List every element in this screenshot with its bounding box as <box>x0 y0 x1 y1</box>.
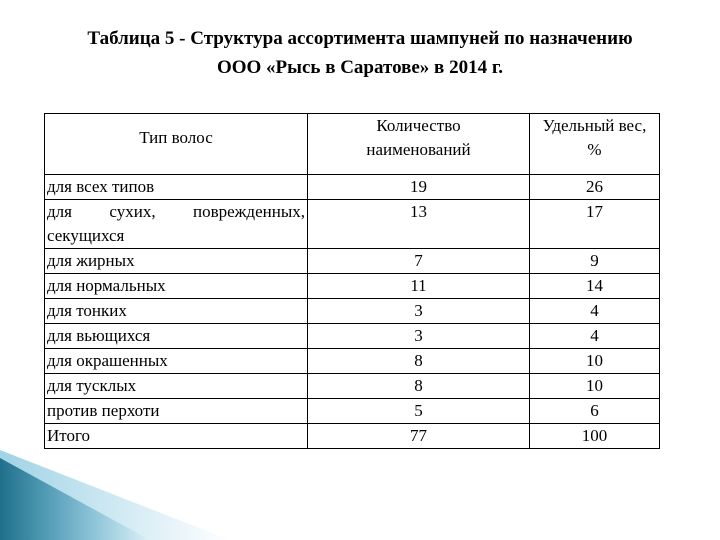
header-count-line-1: Количество <box>376 116 461 135</box>
cell-hair-type <box>45 424 308 449</box>
cell-hair-type-line: для тонких <box>47 301 127 320</box>
cell-share: 6 <box>530 399 660 424</box>
cell-hair-type-line: Итого <box>47 426 91 445</box>
cell-share: 10 <box>530 374 660 399</box>
cell-count: 8 <box>308 374 530 399</box>
header-row <box>45 114 660 175</box>
cell-count: 5 <box>308 399 530 424</box>
cell-share: 4 <box>530 299 660 324</box>
cell-hair-type <box>45 399 308 424</box>
title-line-1: Таблица 5 - Структура ассортимента шампуней по назначению <box>87 28 633 49</box>
table-row <box>45 175 660 200</box>
cell-hair-type-line: для вьющихся <box>47 326 151 345</box>
cell-share: 14 <box>530 274 660 299</box>
table-row <box>45 274 660 299</box>
cell-share: 9 <box>530 249 660 274</box>
table-row <box>45 299 660 324</box>
page-title <box>0 24 720 82</box>
cell-count: 13 <box>308 200 530 249</box>
cell-hair-type <box>45 249 308 274</box>
cell-share: 4 <box>530 324 660 349</box>
table-row <box>45 249 660 274</box>
cell-hair-type <box>45 324 308 349</box>
header-type-label: Тип волос <box>139 128 213 147</box>
cell-count: 19 <box>308 175 530 200</box>
cell-count: 77 <box>308 424 530 449</box>
cell-count: 11 <box>308 274 530 299</box>
header-share-line-2: % <box>587 140 602 159</box>
cell-share: 17 <box>530 200 660 249</box>
cell-share: 26 <box>530 175 660 200</box>
cell-count: 3 <box>308 299 530 324</box>
table-row <box>45 324 660 349</box>
cell-hair-type-line: для окрашенных <box>47 351 168 370</box>
header-type <box>45 114 308 175</box>
cell-count: 7 <box>308 249 530 274</box>
decorative-corner-stripes <box>0 450 720 540</box>
header-count <box>308 114 530 175</box>
cell-hair-type-line: для жирных <box>47 251 135 270</box>
cell-hair-type-line: секущихся <box>47 226 125 245</box>
cell-share: 100 <box>530 424 660 449</box>
header-count-line-2: наименований <box>366 140 471 159</box>
decor-stripe-dark <box>0 458 150 540</box>
cell-hair-type-line: для нормальных <box>47 276 166 295</box>
cell-hair-type-line: для сухих, поврежденных, <box>47 202 305 221</box>
cell-hair-type <box>45 349 308 374</box>
cell-hair-type <box>45 274 308 299</box>
table-row <box>45 424 660 449</box>
cell-hair-type <box>45 374 308 399</box>
cell-share: 10 <box>530 349 660 374</box>
table-row <box>45 349 660 374</box>
cell-hair-type <box>45 175 308 200</box>
cell-hair-type-line: для тусклых <box>47 376 137 395</box>
header-share-line-1: Удельный вес, <box>542 116 647 135</box>
cell-hair-type-line: против перхоти <box>47 401 160 420</box>
cell-hair-type <box>45 299 308 324</box>
header-share <box>530 114 660 175</box>
table-row <box>45 399 660 424</box>
table-row <box>45 374 660 399</box>
cell-count: 3 <box>308 324 530 349</box>
table-row <box>45 200 660 249</box>
cell-hair-type-line: для всех типов <box>47 177 155 196</box>
assortment-table <box>44 113 660 449</box>
decor-stripe-light <box>0 450 230 540</box>
title-line-2: ООО «Рысь в Саратове» в 2014 г. <box>216 57 504 78</box>
cell-count: 8 <box>308 349 530 374</box>
cell-hair-type <box>45 200 308 249</box>
